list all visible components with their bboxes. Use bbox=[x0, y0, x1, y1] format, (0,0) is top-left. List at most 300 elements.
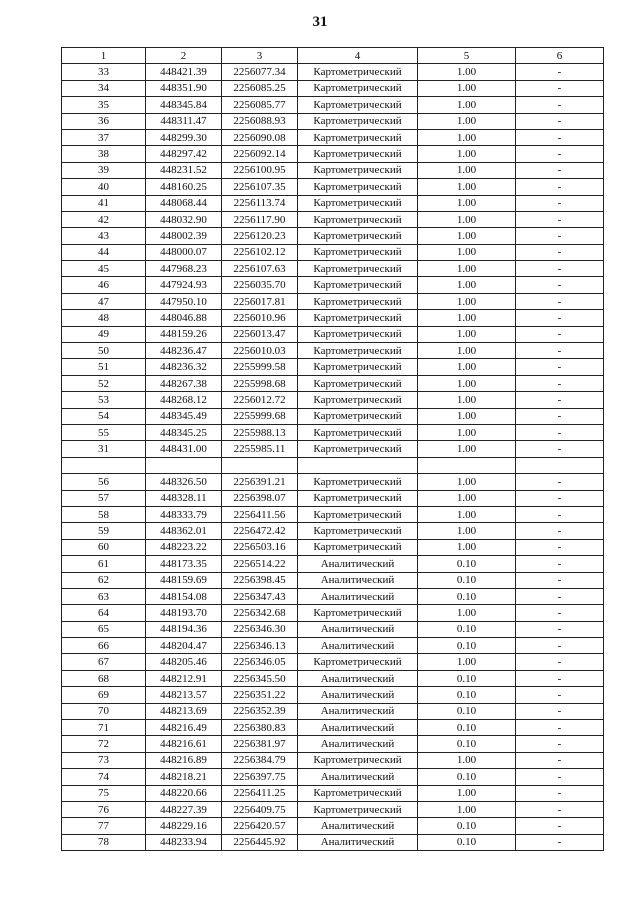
x-coordinate-cell: 448193.70 bbox=[146, 605, 222, 621]
note-cell: - bbox=[516, 375, 604, 391]
accuracy-cell: 0.10 bbox=[418, 556, 516, 572]
x-coordinate-cell: 448268.12 bbox=[146, 392, 222, 408]
y-coordinate-cell: 2255999.58 bbox=[222, 359, 298, 375]
accuracy-cell: 1.00 bbox=[418, 310, 516, 326]
accuracy-cell: 0.10 bbox=[418, 588, 516, 604]
note-cell: - bbox=[516, 392, 604, 408]
column-header-3: 3 bbox=[222, 48, 298, 64]
accuracy-cell: 1.00 bbox=[418, 523, 516, 539]
table-row bbox=[62, 670, 604, 686]
note-cell: - bbox=[516, 359, 604, 375]
table-row bbox=[62, 277, 604, 293]
y-coordinate-cell: 2256352.39 bbox=[222, 703, 298, 719]
y-coordinate-cell: 2256398.07 bbox=[222, 490, 298, 506]
x-coordinate-cell: 448231.52 bbox=[146, 162, 222, 178]
x-coordinate-cell: 448159.26 bbox=[146, 326, 222, 342]
method-cell: Картометрический bbox=[298, 277, 418, 293]
note-cell: - bbox=[516, 490, 604, 506]
column-header-2: 2 bbox=[146, 48, 222, 64]
point-number-cell: 54 bbox=[62, 408, 146, 424]
x-coordinate-cell: 448216.89 bbox=[146, 752, 222, 768]
point-number-cell: 49 bbox=[62, 326, 146, 342]
table-row bbox=[62, 179, 604, 195]
table-row bbox=[62, 490, 604, 506]
method-cell: Аналитический bbox=[298, 687, 418, 703]
accuracy-cell: 0.10 bbox=[418, 638, 516, 654]
y-coordinate-cell: 2256017.81 bbox=[222, 293, 298, 309]
y-coordinate-cell: 2256010.03 bbox=[222, 343, 298, 359]
method-cell: Картометрический bbox=[298, 310, 418, 326]
point-number-cell: 66 bbox=[62, 638, 146, 654]
note-cell: - bbox=[516, 539, 604, 555]
method-cell: Картометрический bbox=[298, 506, 418, 522]
header-row bbox=[62, 48, 604, 64]
point-number-cell: 53 bbox=[62, 392, 146, 408]
x-coordinate-cell: 448362.01 bbox=[146, 523, 222, 539]
method-cell: Аналитический bbox=[298, 556, 418, 572]
note-cell: - bbox=[516, 621, 604, 637]
method-cell: Картометрический bbox=[298, 490, 418, 506]
x-coordinate-cell: 448431.00 bbox=[146, 441, 222, 457]
table-header bbox=[62, 48, 604, 64]
method-cell: Картометрический bbox=[298, 146, 418, 162]
y-coordinate-cell: 2256102.12 bbox=[222, 244, 298, 260]
point-number-cell: 40 bbox=[62, 179, 146, 195]
note-cell: - bbox=[516, 818, 604, 834]
point-number-cell: 55 bbox=[62, 424, 146, 440]
y-coordinate-cell: 2256347.43 bbox=[222, 588, 298, 604]
x-coordinate-cell: 448311.47 bbox=[146, 113, 222, 129]
x-coordinate-cell: 448345.84 bbox=[146, 97, 222, 113]
y-coordinate-cell: 2256100.95 bbox=[222, 162, 298, 178]
column-header-5: 5 bbox=[418, 48, 516, 64]
note-cell: - bbox=[516, 80, 604, 96]
accuracy-cell: 0.10 bbox=[418, 736, 516, 752]
table-row bbox=[62, 556, 604, 572]
note-cell: - bbox=[516, 408, 604, 424]
point-number-cell: 78 bbox=[62, 834, 146, 850]
accuracy-cell: 1.00 bbox=[418, 228, 516, 244]
method-cell: Картометрический bbox=[298, 801, 418, 817]
x-coordinate-cell: 448236.47 bbox=[146, 343, 222, 359]
accuracy-cell: 0.10 bbox=[418, 703, 516, 719]
method-cell: Аналитический bbox=[298, 818, 418, 834]
point-number-cell: 72 bbox=[62, 736, 146, 752]
table-row bbox=[62, 359, 604, 375]
method-cell: Картометрический bbox=[298, 261, 418, 277]
accuracy-cell: 0.10 bbox=[418, 572, 516, 588]
method-cell: Картометрический bbox=[298, 605, 418, 621]
table-row bbox=[62, 310, 604, 326]
accuracy-cell: 1.00 bbox=[418, 392, 516, 408]
accuracy-cell: 0.10 bbox=[418, 687, 516, 703]
x-coordinate-cell: 448205.46 bbox=[146, 654, 222, 670]
accuracy-cell: 1.00 bbox=[418, 474, 516, 490]
y-coordinate-cell bbox=[222, 457, 298, 473]
note-cell: - bbox=[516, 687, 604, 703]
note-cell: - bbox=[516, 424, 604, 440]
point-number-cell: 52 bbox=[62, 375, 146, 391]
y-coordinate-cell: 2256345.50 bbox=[222, 670, 298, 686]
table-row bbox=[62, 506, 604, 522]
accuracy-cell: 1.00 bbox=[418, 113, 516, 129]
x-coordinate-cell: 448229.16 bbox=[146, 818, 222, 834]
method-cell: Аналитический bbox=[298, 769, 418, 785]
x-coordinate-cell: 448236.32 bbox=[146, 359, 222, 375]
x-coordinate-cell: 448160.25 bbox=[146, 179, 222, 195]
y-coordinate-cell: 2255999.68 bbox=[222, 408, 298, 424]
accuracy-cell: 1.00 bbox=[418, 195, 516, 211]
y-coordinate-cell: 2256346.30 bbox=[222, 621, 298, 637]
note-cell: - bbox=[516, 162, 604, 178]
point-number-cell: 44 bbox=[62, 244, 146, 260]
table-row bbox=[62, 720, 604, 736]
accuracy-cell: 1.00 bbox=[418, 326, 516, 342]
x-coordinate-cell: 448299.30 bbox=[146, 129, 222, 145]
note-cell: - bbox=[516, 654, 604, 670]
accuracy-cell: 1.00 bbox=[418, 654, 516, 670]
y-coordinate-cell: 2256117.90 bbox=[222, 211, 298, 227]
x-coordinate-cell: 447924.93 bbox=[146, 277, 222, 293]
method-cell: Картометрический bbox=[298, 97, 418, 113]
point-number-cell: 65 bbox=[62, 621, 146, 637]
x-coordinate-cell: 448159.69 bbox=[146, 572, 222, 588]
note-cell: - bbox=[516, 769, 604, 785]
accuracy-cell: 1.00 bbox=[418, 343, 516, 359]
table-row bbox=[62, 605, 604, 621]
x-coordinate-cell: 448421.39 bbox=[146, 64, 222, 80]
method-cell: Аналитический bbox=[298, 572, 418, 588]
table-row bbox=[62, 326, 604, 342]
y-coordinate-cell: 2256120.23 bbox=[222, 228, 298, 244]
y-coordinate-cell: 2256391.21 bbox=[222, 474, 298, 490]
accuracy-cell: 1.00 bbox=[418, 506, 516, 522]
table-row bbox=[62, 375, 604, 391]
x-coordinate-cell: 448218.21 bbox=[146, 769, 222, 785]
accuracy-cell: 1.00 bbox=[418, 605, 516, 621]
table-row bbox=[62, 441, 604, 457]
accuracy-cell: 1.00 bbox=[418, 129, 516, 145]
accuracy-cell: 1.00 bbox=[418, 64, 516, 80]
accuracy-cell: 0.10 bbox=[418, 818, 516, 834]
point-number-cell: 76 bbox=[62, 801, 146, 817]
point-number-cell: 48 bbox=[62, 310, 146, 326]
table-row bbox=[62, 80, 604, 96]
note-cell: - bbox=[516, 785, 604, 801]
x-coordinate-cell: 448213.69 bbox=[146, 703, 222, 719]
y-coordinate-cell: 2256409.75 bbox=[222, 801, 298, 817]
x-coordinate-cell: 448345.49 bbox=[146, 408, 222, 424]
point-number-cell: 69 bbox=[62, 687, 146, 703]
point-number-cell: 41 bbox=[62, 195, 146, 211]
note-cell: - bbox=[516, 523, 604, 539]
x-coordinate-cell: 448328.11 bbox=[146, 490, 222, 506]
accuracy-cell: 1.00 bbox=[418, 424, 516, 440]
table-row bbox=[62, 457, 604, 473]
method-cell: Картометрический bbox=[298, 211, 418, 227]
method-cell: Аналитический bbox=[298, 588, 418, 604]
table-row bbox=[62, 64, 604, 80]
note-cell: - bbox=[516, 605, 604, 621]
y-coordinate-cell: 2256346.05 bbox=[222, 654, 298, 670]
accuracy-cell: 1.00 bbox=[418, 293, 516, 309]
x-coordinate-cell: 448220.66 bbox=[146, 785, 222, 801]
method-cell: Картометрический bbox=[298, 343, 418, 359]
y-coordinate-cell: 2256397.75 bbox=[222, 769, 298, 785]
note-cell: - bbox=[516, 277, 604, 293]
method-cell: Картометрический bbox=[298, 441, 418, 457]
point-number-cell: 43 bbox=[62, 228, 146, 244]
accuracy-cell: 1.00 bbox=[418, 179, 516, 195]
note-cell bbox=[516, 457, 604, 473]
method-cell: Аналитический bbox=[298, 703, 418, 719]
table-row bbox=[62, 654, 604, 670]
point-number-cell: 33 bbox=[62, 64, 146, 80]
table-row bbox=[62, 785, 604, 801]
y-coordinate-cell: 2255985.11 bbox=[222, 441, 298, 457]
point-number-cell: 68 bbox=[62, 670, 146, 686]
table-row bbox=[62, 97, 604, 113]
accuracy-cell bbox=[418, 457, 516, 473]
x-coordinate-cell: 448173.35 bbox=[146, 556, 222, 572]
method-cell: Картометрический bbox=[298, 359, 418, 375]
point-number-cell: 50 bbox=[62, 343, 146, 359]
x-coordinate-cell: 448216.49 bbox=[146, 720, 222, 736]
point-number-cell bbox=[62, 457, 146, 473]
point-number-cell: 51 bbox=[62, 359, 146, 375]
y-coordinate-cell: 2256384.79 bbox=[222, 752, 298, 768]
x-coordinate-cell: 448002.39 bbox=[146, 228, 222, 244]
point-number-cell: 42 bbox=[62, 211, 146, 227]
note-cell: - bbox=[516, 506, 604, 522]
point-number-cell: 62 bbox=[62, 572, 146, 588]
table-row bbox=[62, 424, 604, 440]
accuracy-cell: 1.00 bbox=[418, 539, 516, 555]
note-cell: - bbox=[516, 228, 604, 244]
y-coordinate-cell: 2255998.68 bbox=[222, 375, 298, 391]
table-row bbox=[62, 572, 604, 588]
y-coordinate-cell: 2256381.97 bbox=[222, 736, 298, 752]
method-cell: Картометрический bbox=[298, 752, 418, 768]
y-coordinate-cell: 2256411.56 bbox=[222, 506, 298, 522]
note-cell: - bbox=[516, 572, 604, 588]
x-coordinate-cell: 448194.36 bbox=[146, 621, 222, 637]
table-row bbox=[62, 736, 604, 752]
x-coordinate-cell: 448032.90 bbox=[146, 211, 222, 227]
point-number-cell: 38 bbox=[62, 146, 146, 162]
method-cell: Картометрический bbox=[298, 785, 418, 801]
x-coordinate-cell: 447950.10 bbox=[146, 293, 222, 309]
method-cell: Картометрический bbox=[298, 326, 418, 342]
method-cell: Картометрический bbox=[298, 113, 418, 129]
note-cell: - bbox=[516, 293, 604, 309]
note-cell: - bbox=[516, 736, 604, 752]
y-coordinate-cell: 2256010.96 bbox=[222, 310, 298, 326]
table-row bbox=[62, 621, 604, 637]
point-number-cell: 60 bbox=[62, 539, 146, 555]
method-cell: Аналитический bbox=[298, 621, 418, 637]
table-row bbox=[62, 539, 604, 555]
column-header-1: 1 bbox=[62, 48, 146, 64]
y-coordinate-cell: 2256107.63 bbox=[222, 261, 298, 277]
note-cell: - bbox=[516, 474, 604, 490]
point-number-cell: 74 bbox=[62, 769, 146, 785]
accuracy-cell: 1.00 bbox=[418, 359, 516, 375]
method-cell bbox=[298, 457, 418, 473]
table-row bbox=[62, 834, 604, 850]
accuracy-cell: 1.00 bbox=[418, 277, 516, 293]
accuracy-cell: 1.00 bbox=[418, 80, 516, 96]
method-cell: Картометрический bbox=[298, 195, 418, 211]
y-coordinate-cell: 2256085.77 bbox=[222, 97, 298, 113]
point-number-cell: 34 bbox=[62, 80, 146, 96]
note-cell: - bbox=[516, 752, 604, 768]
x-coordinate-cell: 448223.22 bbox=[146, 539, 222, 555]
method-cell: Картометрический bbox=[298, 375, 418, 391]
method-cell: Картометрический bbox=[298, 539, 418, 555]
note-cell: - bbox=[516, 670, 604, 686]
accuracy-cell: 1.00 bbox=[418, 801, 516, 817]
accuracy-cell: 1.00 bbox=[418, 752, 516, 768]
accuracy-cell: 1.00 bbox=[418, 244, 516, 260]
y-coordinate-cell: 2256092.14 bbox=[222, 146, 298, 162]
y-coordinate-cell: 2256077.34 bbox=[222, 64, 298, 80]
y-coordinate-cell: 2256420.57 bbox=[222, 818, 298, 834]
point-number-cell: 67 bbox=[62, 654, 146, 670]
table-row bbox=[62, 769, 604, 785]
point-number-cell: 70 bbox=[62, 703, 146, 719]
x-coordinate-cell: 448154.08 bbox=[146, 588, 222, 604]
method-cell: Картометрический bbox=[298, 80, 418, 96]
method-cell: Картометрический bbox=[298, 523, 418, 539]
accuracy-cell: 1.00 bbox=[418, 441, 516, 457]
method-cell: Аналитический bbox=[298, 834, 418, 850]
y-coordinate-cell: 2256380.83 bbox=[222, 720, 298, 736]
y-coordinate-cell: 2256342.68 bbox=[222, 605, 298, 621]
method-cell: Картометрический bbox=[298, 408, 418, 424]
accuracy-cell: 0.10 bbox=[418, 834, 516, 850]
method-cell: Аналитический bbox=[298, 720, 418, 736]
table-row bbox=[62, 129, 604, 145]
method-cell: Картометрический bbox=[298, 162, 418, 178]
point-number-cell: 36 bbox=[62, 113, 146, 129]
y-coordinate-cell: 2256012.72 bbox=[222, 392, 298, 408]
point-number-cell: 59 bbox=[62, 523, 146, 539]
x-coordinate-cell: 448212.91 bbox=[146, 670, 222, 686]
table-row bbox=[62, 162, 604, 178]
x-coordinate-cell: 448233.94 bbox=[146, 834, 222, 850]
x-coordinate-cell: 448213.57 bbox=[146, 687, 222, 703]
note-cell: - bbox=[516, 834, 604, 850]
x-coordinate-cell: 448204.47 bbox=[146, 638, 222, 654]
point-number-cell: 47 bbox=[62, 293, 146, 309]
table-row bbox=[62, 228, 604, 244]
note-cell: - bbox=[516, 129, 604, 145]
x-coordinate-cell: 448000.07 bbox=[146, 244, 222, 260]
y-coordinate-cell: 2256398.45 bbox=[222, 572, 298, 588]
note-cell: - bbox=[516, 244, 604, 260]
table-row bbox=[62, 588, 604, 604]
accuracy-cell: 1.00 bbox=[418, 375, 516, 391]
point-number-cell: 71 bbox=[62, 720, 146, 736]
point-number-cell: 35 bbox=[62, 97, 146, 113]
point-number-cell: 75 bbox=[62, 785, 146, 801]
table-row bbox=[62, 703, 604, 719]
y-coordinate-cell: 2256090.08 bbox=[222, 129, 298, 145]
x-coordinate-cell: 448216.61 bbox=[146, 736, 222, 752]
method-cell: Картометрический bbox=[298, 179, 418, 195]
method-cell: Картометрический bbox=[298, 64, 418, 80]
table-row bbox=[62, 392, 604, 408]
note-cell: - bbox=[516, 343, 604, 359]
accuracy-cell: 0.10 bbox=[418, 670, 516, 686]
note-cell: - bbox=[516, 64, 604, 80]
y-coordinate-cell: 2256472.42 bbox=[222, 523, 298, 539]
y-coordinate-cell: 2256503.16 bbox=[222, 539, 298, 555]
point-number-cell: 61 bbox=[62, 556, 146, 572]
method-cell: Картометрический bbox=[298, 654, 418, 670]
note-cell: - bbox=[516, 801, 604, 817]
method-cell: Картометрический bbox=[298, 392, 418, 408]
note-cell: - bbox=[516, 326, 604, 342]
table-row bbox=[62, 244, 604, 260]
method-cell: Картометрический bbox=[298, 293, 418, 309]
note-cell: - bbox=[516, 195, 604, 211]
point-number-cell: 64 bbox=[62, 605, 146, 621]
y-coordinate-cell: 2256085.25 bbox=[222, 80, 298, 96]
accuracy-cell: 1.00 bbox=[418, 146, 516, 162]
y-coordinate-cell: 2256088.93 bbox=[222, 113, 298, 129]
note-cell: - bbox=[516, 638, 604, 654]
x-coordinate-cell: 448333.79 bbox=[146, 506, 222, 522]
x-coordinate-cell: 448351.90 bbox=[146, 80, 222, 96]
method-cell: Картометрический bbox=[298, 424, 418, 440]
point-number-cell: 37 bbox=[62, 129, 146, 145]
note-cell: - bbox=[516, 310, 604, 326]
x-coordinate-cell: 448326.50 bbox=[146, 474, 222, 490]
x-coordinate-cell: 448345.25 bbox=[146, 424, 222, 440]
accuracy-cell: 1.00 bbox=[418, 261, 516, 277]
method-cell: Картометрический bbox=[298, 474, 418, 490]
accuracy-cell: 1.00 bbox=[418, 97, 516, 113]
y-coordinate-cell: 2256411.25 bbox=[222, 785, 298, 801]
method-cell: Аналитический bbox=[298, 670, 418, 686]
x-coordinate-cell: 448227.39 bbox=[146, 801, 222, 817]
method-cell: Аналитический bbox=[298, 736, 418, 752]
point-number-cell: 46 bbox=[62, 277, 146, 293]
x-coordinate-cell: 448297.42 bbox=[146, 146, 222, 162]
y-coordinate-cell: 2256107.35 bbox=[222, 179, 298, 195]
table-row bbox=[62, 146, 604, 162]
x-coordinate-cell: 447968.23 bbox=[146, 261, 222, 277]
note-cell: - bbox=[516, 146, 604, 162]
x-coordinate-cell: 448046.88 bbox=[146, 310, 222, 326]
method-cell: Аналитический bbox=[298, 638, 418, 654]
method-cell: Картометрический bbox=[298, 129, 418, 145]
point-number-cell: 58 bbox=[62, 506, 146, 522]
note-cell: - bbox=[516, 113, 604, 129]
note-cell: - bbox=[516, 720, 604, 736]
table-row bbox=[62, 195, 604, 211]
table-row bbox=[62, 687, 604, 703]
column-header-6: 6 bbox=[516, 48, 604, 64]
accuracy-cell: 1.00 bbox=[418, 408, 516, 424]
table-row bbox=[62, 474, 604, 490]
table-row bbox=[62, 801, 604, 817]
table-body bbox=[62, 64, 604, 851]
y-coordinate-cell: 2256514.22 bbox=[222, 556, 298, 572]
note-cell: - bbox=[516, 179, 604, 195]
